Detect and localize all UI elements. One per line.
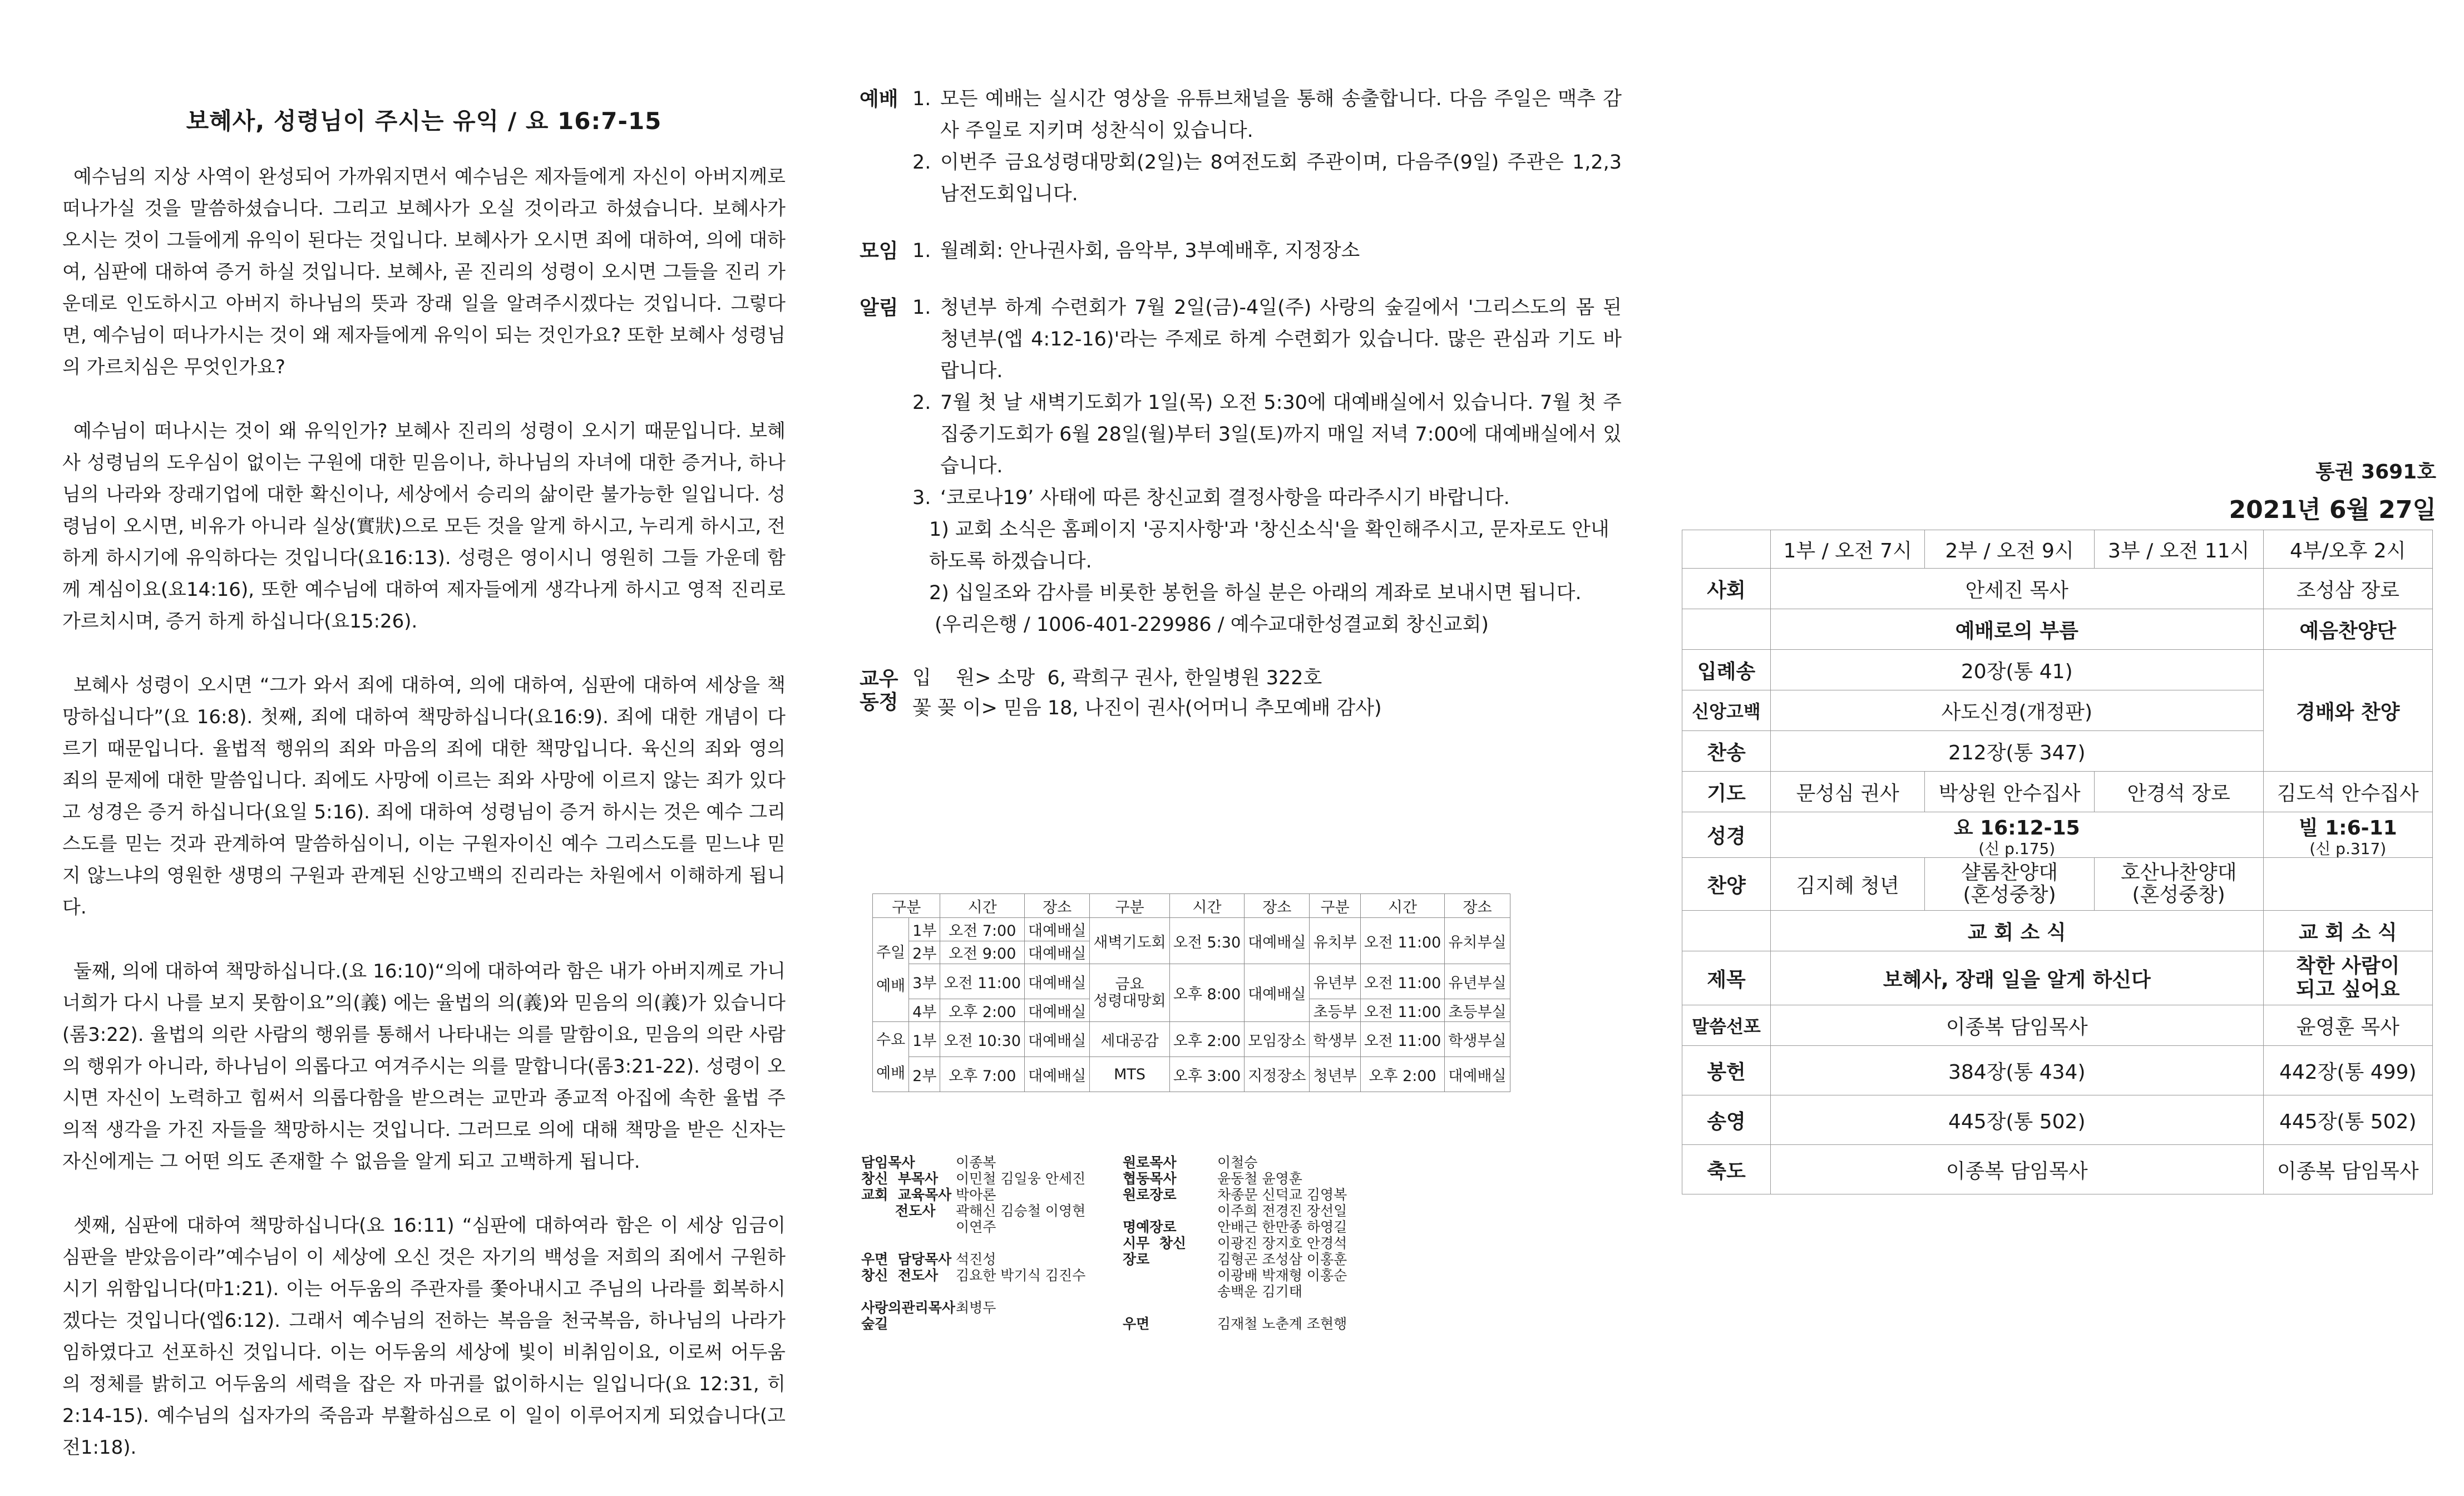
notice-label: 알림 <box>860 297 898 319</box>
cell: 조성삼 장로 <box>2263 569 2432 609</box>
staff-role: 우면 <box>1123 1316 1150 1332</box>
cell: 김도석 안수집사 <box>2263 772 2432 812</box>
staff-role: 장로 <box>1123 1251 1150 1267</box>
table-row <box>1682 1095 2433 1145</box>
staff-row <box>861 1219 1106 1235</box>
cell: 대예배실 <box>1445 1057 1510 1092</box>
cell: 윤영훈 목사 <box>2263 1005 2432 1046</box>
table-row <box>1682 1005 2433 1046</box>
cell: 김지혜 청년 <box>1771 858 1925 911</box>
cell: 예배로의 부름 <box>1771 609 2264 650</box>
item-number: 2. <box>912 151 931 174</box>
empty-cell <box>1682 609 1771 650</box>
cell: 학생부실 <box>1445 1022 1510 1057</box>
item-text: 7월 첫 날 새벽기도회가 1일(목) 오전 5:30에 대예배실에서 있습니다. 7월 첫 주 집중기도회가 6월 28일(월)부터 3일(토)까지 매일 저녁 7:00에 대예배실에서 있습니다. <box>940 392 1622 477</box>
row-label: 송영 <box>1682 1095 1771 1145</box>
scripture-cell <box>2263 812 2432 858</box>
schedule-table <box>872 893 1510 1092</box>
staff-list <box>861 1154 1367 1332</box>
staff-names: 차종문 신덕교 김영복 <box>1217 1187 1347 1203</box>
table-row <box>1682 569 2433 609</box>
table-row <box>1682 812 2433 858</box>
cell: 유년부실 <box>1445 964 1510 999</box>
cell: 사도신경(개정판) <box>1771 690 2264 731</box>
list-item <box>912 292 1622 387</box>
row-label: 기도 <box>1682 772 1771 812</box>
column-header: 장소 <box>1245 894 1310 918</box>
cell: 대예배실 <box>1025 941 1090 964</box>
cell: 문성심 권사 <box>1771 772 1925 812</box>
cell: 2부 <box>909 1057 940 1092</box>
row-label: 성경 <box>1682 812 1771 858</box>
cell: 교 회 소 식 <box>2263 911 2432 951</box>
announcements-column <box>860 83 1622 723</box>
cell: 오전 9:00 <box>940 941 1025 964</box>
staff-role <box>1123 1203 1217 1219</box>
staff-row <box>1123 1267 1367 1283</box>
cell: 대예배실 <box>1245 918 1310 964</box>
row-label: 찬송 <box>1682 731 1771 772</box>
item-text: ‘코로나19’ 사태에 따른 창신교회 결정사항을 따라주시기 바랍니다. <box>940 487 1510 509</box>
staff-row <box>1123 1187 1367 1203</box>
meeting-section <box>860 235 1622 267</box>
staff-role: 교회 교육목사 <box>861 1187 952 1203</box>
staff-names <box>956 1316 1106 1332</box>
empty-cell <box>2263 858 2432 911</box>
cell: 4부 <box>909 999 940 1022</box>
item-number: 1. <box>912 297 931 319</box>
cell: 금요 성령대망회 <box>1090 964 1169 1022</box>
staff-role: 원로목사 <box>1123 1154 1177 1171</box>
staff-row <box>1123 1316 1367 1332</box>
list-item <box>912 387 1622 482</box>
cell: 445장(통 502) <box>1771 1095 2264 1145</box>
scripture-page: (신 p.317) <box>2309 840 2387 858</box>
column-header: 구분 <box>1310 894 1360 918</box>
worship-section <box>860 83 1622 210</box>
cell: 오후 2:00 <box>1360 1057 1445 1092</box>
service-header: 4부/오후 2시 <box>2263 530 2432 569</box>
cell: 초등부실 <box>1445 999 1510 1022</box>
cell: 3부 <box>909 964 940 999</box>
staff-row <box>1123 1171 1367 1187</box>
cell: 20장(통 41) <box>1771 650 2264 690</box>
staff-role: 협동목사 <box>1123 1171 1177 1187</box>
sermon-paragraph: 예수님이 떠나시는 것이 왜 유익인가? 보혜사 진리의 성령이 오시기 때문입니다. 보혜사 성령님의 도우심이 없이는 구원에 대한 믿음이나, 하나님의 자녀에 대한 증거나, 하나님의 나라와 장래기업에 대한 확신이나, 세상에서 승리의 삶이란 불가능한 일입니다. 성령님이 오시면, 비유가 아니라 실상(實狀)으로 모든 것을 알게 하시고, 누리게 하시고, 전하게 하시기에 유익하다는 것입니다(요16:13). 성령은 영이시니 영원히 그들 가운데 함께 계심이요(요14:16), 또한 예수님에 대하여 제자들에게 생각나게 하시고 영적 진리로 가르치시며, 증거 하게 하십니다(요15:26). <box>62 420 786 633</box>
table-row <box>1682 1145 2433 1194</box>
item-text: 월례회: 안나권사회, 음악부, 3부예배후, 지정장소 <box>940 240 1360 262</box>
staff-row <box>861 1187 1106 1203</box>
sermon-paragraph: 둘째, 의에 대하여 책망하십니다.(요 16:10)“의에 대하여라 함은 내가 아버지께로 가니 너희가 다시 나를 보지 못함이요”의(義) 에는 율법의 의(義)와 믿음의 의(義)가 있습니다(롬3:22). 율법의 의란 사람의 행위를 통해서 나타내는 의를 말함이요, 믿음의 의란 사람의 행위가 아니라, 하나님이 의롭다고 여겨주시는 의를 말합니다(롬3:21-22). 성령이 오시면 자신이 노력하고 힘써서 의롭다함을 받으려는 교만과 종교적 아집에 속한 율법 주의적 생각을 가진 자들을 책망하시는 것입니다. 그러므로 의에 대해 책망을 받은 신자는 자신에게는 그 어떤 의도 존재할 수 없음을 알게 되고 고백하게 됩니다. <box>62 960 786 1173</box>
staff-row <box>1123 1300 1367 1316</box>
cell: 대예배실 <box>1245 964 1310 1022</box>
sermon-column <box>62 103 786 1496</box>
cell: 유치부 <box>1310 918 1360 964</box>
cell: 384장(통 434) <box>1771 1046 2264 1095</box>
column-header: 시간 <box>1169 894 1244 918</box>
cell: 대예배실 <box>1025 1057 1090 1092</box>
list-item <box>912 482 1622 514</box>
cell: 오전 11:00 <box>1360 1022 1445 1057</box>
hospital-note: 입 원> 소망 6, 곽희구 권사, 한일병원 322호 <box>912 667 1322 689</box>
cell: 경배와 찬양 <box>2263 650 2432 772</box>
staff-role: 창신 부목사 <box>861 1171 939 1187</box>
scripture-page: (신 p.175) <box>1978 840 2056 858</box>
sub-item: 1) 교회 소식은 홈페이지 '공지사항'과 '창신소식'을 확인해주시고, 문자로도 안내하도록 하겠습니다. <box>929 519 1609 572</box>
cell: 지정장소 <box>1245 1057 1310 1092</box>
table-header-row <box>1682 530 2433 569</box>
staff-row <box>1123 1235 1367 1251</box>
table-row <box>1682 858 2433 911</box>
cell: 유치부실 <box>1445 918 1510 964</box>
scripture-ref: 빌 1:6-11 <box>2298 817 2397 840</box>
member-news-label <box>860 663 912 723</box>
row-label: 제목 <box>1682 951 1771 1005</box>
cell: 모임장소 <box>1245 1022 1310 1057</box>
column-header: 장소 <box>1025 894 1090 918</box>
cell: 오전 11:00 <box>1360 964 1445 999</box>
cell: 이종복 담임목사 <box>1771 1005 2264 1046</box>
staff-row <box>861 1267 1106 1283</box>
list-item <box>912 235 1622 267</box>
row-label: 말씀선포 <box>1682 1005 1771 1046</box>
bulletin-date: 2021년 6월 27일 <box>2229 496 2436 524</box>
member-news-section <box>860 663 1622 723</box>
staff-names: 이광배 박재형 이홍순 <box>1217 1267 1347 1283</box>
staff-role: 숲길 <box>861 1316 888 1332</box>
cell: 오후 2:00 <box>1169 1022 1244 1057</box>
staff-role: 전도사 <box>861 1203 936 1219</box>
cell: MTS <box>1090 1057 1169 1092</box>
staff-role: 창신 전도사 <box>861 1267 939 1283</box>
scripture-ref: 요 16:12-15 <box>1953 817 2080 840</box>
cell: 오전 11:00 <box>940 964 1025 999</box>
empty-cell <box>1682 911 1771 951</box>
staff-row <box>1123 1283 1367 1300</box>
staff-row <box>861 1154 1106 1171</box>
staff-role: 시무 창신 <box>1123 1235 1187 1251</box>
cell: 안경석 장로 <box>2094 772 2263 812</box>
cell: 대예배실 <box>1025 999 1090 1022</box>
cell: 오후 3:00 <box>1169 1057 1244 1092</box>
empty-cell <box>1682 530 1771 569</box>
staff-role <box>861 1235 956 1251</box>
staff-names: 곽해신 김승철 이영현 <box>956 1203 1086 1219</box>
staff-names: 이민철 김일웅 안세진 <box>956 1171 1086 1187</box>
staff-row <box>1123 1219 1367 1235</box>
sermon-paragraph: 보혜사 성령이 오시면 “그가 와서 죄에 대하여, 의에 대하여, 심판에 대하여 세상을 책망하십니다”(요 16:8). 첫째, 죄에 대하여 책망하십니다(요16:9). 죄에 대한 개념이 다르기 때문입니다. 율법적 행위의 죄와 마음의 죄에 대한 책망입니다. 육신의 죄와 영의 죄의 문제에 대한 말씀입니다. 죄에도 사망에 이르는 죄와 사망에 이르지 않는 죄가 있다고 성경은 증거 하십니다(요일 5:16). 죄에 대하여 성령님이 증거 하시는 것은 예수 그리스도를 믿는 것과 관계하여 말씀하심이니, 이는 구원자이신 예수 그리스도를 믿느냐 믿지 않느냐의 영원한 생명의 구원과 관계된 신앙고백의 진리라는 차원에서 이해하게 됩니다. <box>62 674 786 919</box>
cell: 대예배실 <box>1025 964 1090 999</box>
table-row <box>873 918 1510 941</box>
staff-column-right <box>1123 1154 1367 1332</box>
staff-role <box>1123 1267 1217 1283</box>
table-row <box>1682 609 2433 650</box>
staff-names <box>956 1283 1106 1300</box>
staff-role: 담임목사 <box>861 1154 915 1171</box>
service-header: 1부 / 오전 7시 <box>1771 530 1925 569</box>
notice-section <box>860 292 1622 641</box>
table-row <box>873 964 1510 999</box>
cell: 세대공감 <box>1090 1022 1169 1057</box>
cell: 초등부 <box>1310 999 1360 1022</box>
staff-names: 이철승 <box>1217 1154 1258 1171</box>
staff-role <box>1123 1283 1217 1300</box>
cell: 예음찬양단 <box>2263 609 2432 650</box>
cell: 2부 <box>909 941 940 964</box>
cell: 새벽기도회 <box>1090 918 1169 964</box>
cell: 샬롬찬양대 (혼성중창) <box>1925 858 2094 911</box>
sermon-paragraph: 예수님의 지상 사역이 완성되어 가까워지면서 예수님은 제자들에게 자신이 아버지께로 떠나가실 것을 말씀하셨습니다. 그리고 보혜사가 오실 것이라고 하셨습니다. 보혜사가 오시는 것이 그들에게 유익이 된다는 것입니다. 보혜사가 오시면 죄에 대하여, 의에 대하여, 심판에 대하여 증거 하실 것입니다. 보혜사, 곧 진리의 성령이 오시면 그들을 진리 가운데로 인도하시고 아버지 하나님의 뜻과 장래 일을 알려주시겠다는 것입니다. 그렇다면, 예수님이 떠나가시는 것이 왜 제자들에게 유익이 되는 것인가요? 또한 보혜사 성령님의 가르치심은 무엇인가요? <box>62 166 786 378</box>
cell: 1부 <box>909 1022 940 1057</box>
sermon-title: 보혜사, 성령님이 주시는 유익 / 요 16:7-15 <box>186 107 662 135</box>
row-label: 봉헌 <box>1682 1046 1771 1095</box>
meeting-label: 모임 <box>860 240 898 263</box>
list-item <box>912 147 1622 210</box>
item-number: 3. <box>912 487 931 509</box>
cell: 오전 11:00 <box>1360 999 1445 1022</box>
staff-role: 사랑의관리목사 <box>861 1300 956 1316</box>
staff-row <box>1123 1154 1367 1171</box>
issue-number: 통권 3691호 <box>2315 461 2436 483</box>
staff-names: 김요한 박기식 김진수 <box>956 1267 1086 1283</box>
member-news-label-1: 교우 <box>860 668 898 690</box>
staff-role: 명예장로 <box>1123 1219 1177 1235</box>
worship-label: 예배 <box>860 88 898 111</box>
cell: 오후 7:00 <box>940 1057 1025 1092</box>
staff-names: 송백운 김기태 <box>1217 1283 1302 1300</box>
cell: 오후 8:00 <box>1169 964 1244 1022</box>
staff-row <box>861 1283 1106 1300</box>
staff-row <box>861 1251 1106 1267</box>
row-label: 축도 <box>1682 1145 1771 1194</box>
column-header: 구분 <box>873 894 940 918</box>
staff-names: 이주희 전경진 장선일 <box>1217 1203 1347 1219</box>
item-text: 이번주 금요성령대망회(2일)는 8여전도회 주관이며, 다음주(9일) 주관은 1,2,3남전도회입니다. <box>940 151 1622 205</box>
staff-row <box>861 1235 1106 1251</box>
staff-names: 이종복 <box>956 1154 996 1171</box>
row-label: 신앙고백 <box>1682 690 1771 731</box>
item-text: 청년부 하계 수련회가 7월 2일(금)-4일(주) 사랑의 숲길에서 '그리스도의 몸 된 청년부(엡 4:12-16)'라는 주제로 하계 수련회가 있습니다. 많은 관심과 기도 바랍니다. <box>940 297 1622 382</box>
staff-names <box>956 1235 1106 1251</box>
staff-row <box>861 1316 1106 1332</box>
cell: 오전 11:00 <box>1360 918 1445 964</box>
staff-names: 김재철 노춘계 조현행 <box>1217 1316 1347 1332</box>
cell: 대예배실 <box>1025 918 1090 941</box>
staff-role <box>861 1283 956 1300</box>
cell: 청년부 <box>1310 1057 1360 1092</box>
staff-column-left <box>861 1154 1106 1332</box>
staff-row <box>1123 1251 1367 1267</box>
item-number: 2. <box>912 392 931 414</box>
flower-note: 꽃 꽂 이> 믿음 18, 나진이 권사(어머니 추모예배 감사) <box>912 697 1382 719</box>
staff-row <box>861 1300 1106 1316</box>
table-row <box>1682 772 2433 812</box>
staff-row <box>1123 1203 1367 1219</box>
list-item <box>912 83 1622 147</box>
cell: 오전 10:30 <box>940 1022 1025 1057</box>
table-row <box>1682 1046 2433 1095</box>
staff-names <box>1217 1300 1367 1316</box>
sunday-service-label: 주일 예배 <box>873 918 909 1022</box>
staff-names: 석진성 <box>956 1251 996 1267</box>
staff-names: 윤동철 윤영훈 <box>1217 1171 1302 1187</box>
cell: 대예배실 <box>1025 1022 1090 1057</box>
cell: 이종복 담임목사 <box>2263 1145 2432 1194</box>
item-text: 모든 예배는 실시간 영상을 유튜브채널을 통해 송출합니다. 다음 주일은 맥추 감사 주일로 지키며 성찬식이 있습니다. <box>940 88 1622 142</box>
sermon-title-cell: 착한 사람이 되고 싶어요 <box>2263 951 2432 1005</box>
table-row <box>873 1057 1510 1092</box>
cell: 학생부 <box>1310 1022 1360 1057</box>
column-header: 구분 <box>1090 894 1169 918</box>
column-header: 시간 <box>940 894 1025 918</box>
cell: 호산나찬양대 (혼성중창) <box>2094 858 2263 911</box>
staff-row <box>861 1171 1106 1187</box>
cell: 1부 <box>909 918 940 941</box>
sermon-title-cell: 보혜사, 장래 일을 알게 하신다 <box>1771 951 2264 1005</box>
cell: 이종복 담임목사 <box>1771 1145 2264 1194</box>
service-header: 2부 / 오전 9시 <box>1925 530 2094 569</box>
staff-role: 우면 담당목사 <box>861 1251 952 1267</box>
staff-names: 이광진 장지호 안경석 <box>1217 1235 1347 1251</box>
table-row <box>1682 650 2433 690</box>
cell: 유년부 <box>1310 964 1360 999</box>
staff-names: 이연주 <box>956 1219 996 1235</box>
cell: 442장(통 499) <box>2263 1046 2432 1095</box>
scripture-cell <box>1771 812 2264 858</box>
sermon-paragraph: 셋째, 심판에 대하여 책망하십니다(요 16:11) “심판에 대하여라 함은 이 세상 임금이 심판을 받았음이라”예수님이 이 세상에 오신 것은 자기의 백성을 저희의 죄에서 구원하시기 위함입니다(마1:21). 이는 어두움의 주관자를 쫓아내시고 주님의 나라를 회복하시겠다는 것입니다(엡6:12). 그래서 예수님의 전하는 복음을 천국복음, 하나님의 나라가 임하였다고 선포하신 것입니다. 이는 어두움의 세상에 빛이 비취임이요, 이로써 어두움의 정체를 밝히고 어두움의 세력을 잡은 자 마귀를 없이하시는 일입니다(요 12:31, 히2:14-15). 예수님의 십자가의 죽음과 부활하심으로 이 일이 이루어지게 되었습니다(고전1:18). <box>62 1214 786 1459</box>
item-number: 1. <box>912 88 931 110</box>
staff-role <box>1123 1300 1217 1316</box>
cell: 교 회 소 식 <box>1771 911 2264 951</box>
service-header: 3부 / 오전 11시 <box>2094 530 2263 569</box>
wednesday-service-label: 수요 예배 <box>873 1022 909 1092</box>
table-row <box>1682 911 2433 951</box>
staff-names: 김형곤 조성삼 이홍훈 <box>1217 1251 1347 1267</box>
bank-account: (우리은행 / 1006-401-229986 / 예수교대한성결교회 창신교회) <box>935 614 1489 636</box>
cell: 박상원 안수집사 <box>1925 772 2094 812</box>
cell: 오전 5:30 <box>1169 918 1244 964</box>
item-number: 1. <box>912 240 931 262</box>
staff-row <box>861 1203 1106 1219</box>
staff-names: 안배근 한만종 하영길 <box>1217 1219 1347 1235</box>
row-label: 사회 <box>1682 569 1771 609</box>
table-row <box>1682 951 2433 1005</box>
staff-role: 원로장로 <box>1123 1187 1177 1203</box>
cell: 445장(통 502) <box>2263 1095 2432 1145</box>
column-header: 시간 <box>1360 894 1445 918</box>
order-of-service-table <box>1682 530 2433 1194</box>
member-news-label-2: 동정 <box>860 691 898 714</box>
sub-item: 2) 십일조와 감사를 비롯한 봉헌을 하실 분은 아래의 계좌로 보내시면 됩니다. <box>929 582 1582 604</box>
staff-names: 최병두 <box>956 1300 996 1316</box>
staff-names: 박아론 <box>956 1187 996 1203</box>
column-header: 장소 <box>1445 894 1510 918</box>
table-header-row <box>873 894 1510 918</box>
cell: 212장(통 347) <box>1771 731 2264 772</box>
row-label: 입례송 <box>1682 650 1771 690</box>
staff-role <box>861 1219 956 1235</box>
row-label: 찬양 <box>1682 858 1771 911</box>
cell: 오후 2:00 <box>940 999 1025 1022</box>
cell: 오전 7:00 <box>940 918 1025 941</box>
table-row <box>873 1022 1510 1057</box>
cell: 안세진 목사 <box>1771 569 2264 609</box>
